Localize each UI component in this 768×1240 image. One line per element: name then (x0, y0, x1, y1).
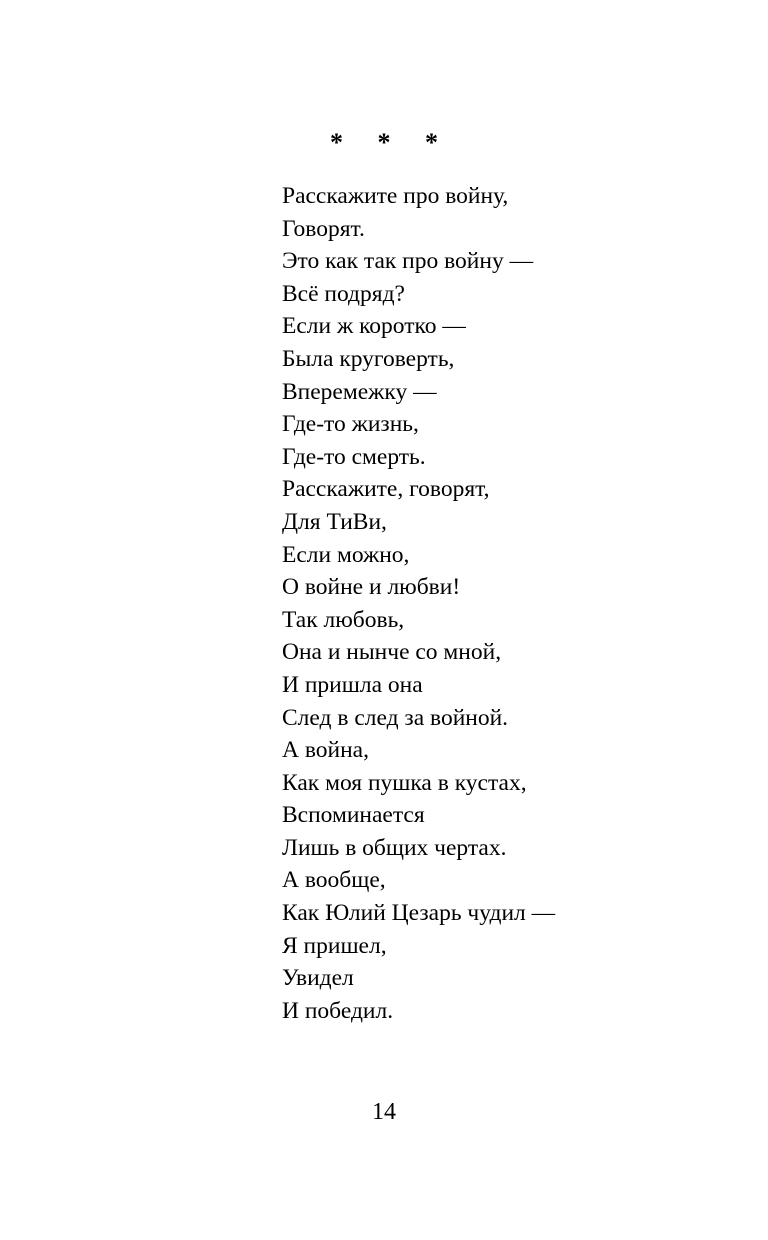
poem-line: Лишь в общих чертах. (282, 834, 507, 861)
poem-line: След в след за войной. (282, 704, 509, 731)
page-number: 14 (372, 1099, 396, 1125)
poem-line: Вспоминается (282, 802, 425, 829)
poem-line: Для ТиВи, (282, 508, 387, 535)
poem-line: Вперемежку — (282, 378, 437, 405)
poem-line: А вообще, (282, 867, 386, 894)
poem-text (282, 180, 555, 1027)
poem-line: О войне и любви! (282, 574, 461, 601)
poem-line: Если можно, (282, 541, 410, 568)
section-separator: * * * (330, 128, 452, 157)
poem-line: Где-то жизнь, (282, 411, 419, 438)
poem-line: Это как так про войну — (282, 248, 534, 275)
poem-line: Так любовь, (282, 606, 405, 633)
poem-line: Увидел (282, 965, 354, 992)
poem-line: Я пришел, (282, 932, 387, 959)
poem-line: Как Юлий Цезарь чудил — (282, 900, 556, 927)
poem-line: И пришла она (282, 671, 423, 698)
poem-line: Всё подряд? (282, 280, 405, 307)
poem-line: Она и нынче со мной, (282, 639, 502, 666)
poem-line: Если ж коротко — (282, 313, 466, 340)
poem-line: Где-то смерть. (282, 443, 426, 470)
poem-line: И победил. (282, 997, 394, 1024)
poem-line: Как моя пушка в кустах, (282, 769, 527, 796)
poem-line: Была круговерть, (282, 345, 455, 372)
poem-line: Расскажите, говорят, (282, 476, 490, 503)
poem-line: Расскажите про войну, (282, 183, 509, 209)
poem-line: А война, (282, 737, 369, 764)
poem-line: Говорят. (282, 215, 365, 242)
